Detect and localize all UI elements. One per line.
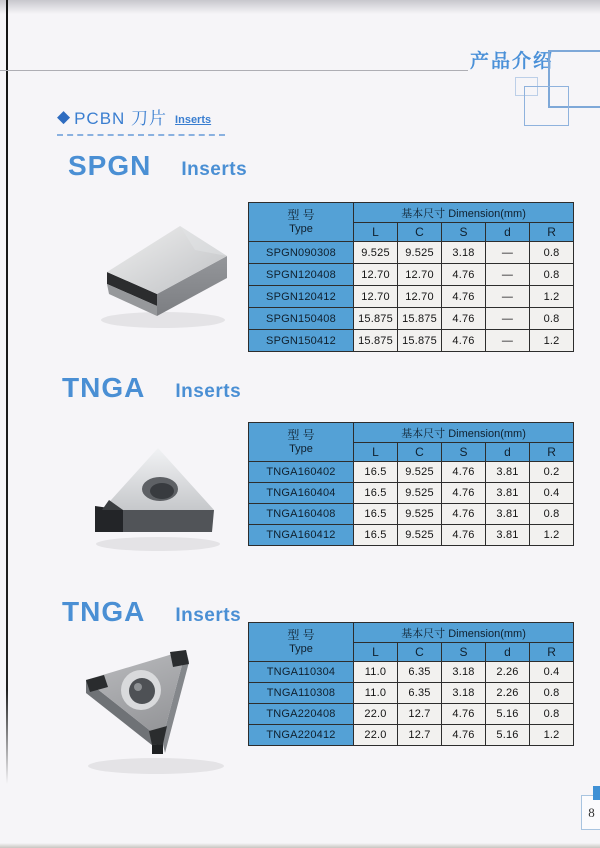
section-heading-tnga-1 [62,372,241,404]
table-cell: 0.8 [530,504,574,525]
table-cell: 5.16 [486,704,530,725]
table-cell: 4.76 [442,462,486,483]
table-cell: 9.525 [398,525,442,546]
table-cell: 0.4 [530,483,574,504]
table-cell: 16.5 [354,504,398,525]
table-cell: 4.76 [442,725,486,746]
col-header-R: R [530,223,574,242]
type-header-zh: 型 号 [287,208,315,223]
type-cell: TNGA220408 [249,704,354,725]
table-header-row [249,423,574,443]
category-heading [57,104,225,136]
table-row [249,504,574,525]
header-rule [0,70,468,71]
section-heading-main: TNGA [62,596,146,627]
category-title-zh: PCBN 刀片 [74,109,168,128]
table-cell: 22.0 [354,704,398,725]
table-cell: — [486,286,530,308]
col-header-S: S [442,223,486,242]
table-cell: 4.76 [442,308,486,330]
type-cell: SPGN120412 [249,286,354,308]
table-cell: 1.2 [530,525,574,546]
table-cell: 4.76 [442,483,486,504]
table-cell: — [486,242,530,264]
section-heading-spgn [68,150,247,182]
tnga-tipped-insert-photo [64,640,250,788]
table-row [249,704,574,725]
col-header-d: d [486,643,530,662]
table-cell: 0.8 [530,264,574,286]
table-cell: 4.76 [442,286,486,308]
table-cell: 16.5 [354,483,398,504]
table-cell: 15.875 [398,330,442,352]
category-title-en: Inserts [175,113,212,126]
table-header-row [249,623,574,643]
table-cell: — [486,330,530,352]
table-cell: 15.875 [398,308,442,330]
table-cell: 11.0 [354,662,398,683]
col-header-C: C [398,223,442,242]
table-cell: 1.2 [530,330,574,352]
decorative-square-medium [524,86,569,126]
type-cell: TNGA160402 [249,462,354,483]
table-cell: 12.7 [398,725,442,746]
table-cell: 15.875 [354,330,398,352]
col-header-L: L [354,443,398,462]
section-heading-main: SPGN [68,150,152,181]
table-cell: 11.0 [354,683,398,704]
col-header-R: R [530,643,574,662]
table-cell: 0.8 [530,308,574,330]
col-header-L: L [354,223,398,242]
table-cell: 16.5 [354,462,398,483]
table-row [249,725,574,746]
table-cell: 0.8 [530,704,574,725]
page-number-box [581,795,600,830]
table-cell: 2.26 [486,662,530,683]
col-header-C: C [398,443,442,462]
type-cell: TNGA110308 [249,683,354,704]
col-header-d: d [486,223,530,242]
type-cell: TNGA160412 [249,525,354,546]
table-cell: 3.18 [442,683,486,704]
spgn-dimension-table [248,202,574,352]
page-number-tab [593,786,600,800]
type-header-cell [249,423,354,462]
type-cell: TNGA160408 [249,504,354,525]
table-cell: 9.525 [354,242,398,264]
page-header-title: 产品介绍 [470,51,555,72]
table-row [249,264,574,286]
table-cell: 12.70 [398,286,442,308]
table-row [249,683,574,704]
table-cell: 2.26 [486,683,530,704]
section-heading-sub: Inserts [175,605,242,626]
section-heading-sub: Inserts [181,159,248,180]
diamond-icon: ◆ [57,107,71,126]
table-cell: 6.35 [398,683,442,704]
type-header-cell [249,623,354,662]
table-cell: 4.76 [442,264,486,286]
section-heading-sub: Inserts [175,381,242,402]
table-cell: 0.8 [530,683,574,704]
table-cell: 15.875 [354,308,398,330]
table-cell: 12.70 [354,286,398,308]
table-cell: 9.525 [398,483,442,504]
table-cell: 3.18 [442,242,486,264]
table-cell: 0.2 [530,462,574,483]
table-row [249,662,574,683]
table-row [249,308,574,330]
dimension-header-cell: 基本尺寸 Dimension(mm) [354,423,574,443]
table-cell: 12.7 [398,704,442,725]
table-cell: 0.4 [530,662,574,683]
scan-binding-line [6,0,8,784]
type-header-en: Type [289,222,313,235]
type-header-zh: 型 号 [287,628,315,643]
table-cell: 1.2 [530,725,574,746]
table-cell: 16.5 [354,525,398,546]
table-row [249,242,574,264]
table-cell: 6.35 [398,662,442,683]
type-cell: TNGA110304 [249,662,354,683]
col-header-L: L [354,643,398,662]
type-cell: SPGN090308 [249,242,354,264]
type-cell: SPGN150408 [249,308,354,330]
table-cell: 3.81 [486,483,530,504]
type-cell: SPGN120408 [249,264,354,286]
page-number: 8 [588,804,595,820]
type-cell: SPGN150412 [249,330,354,352]
col-header-S: S [442,643,486,662]
type-cell: TNGA220412 [249,725,354,746]
table-cell: 3.81 [486,525,530,546]
tnga-dimension-table-1 [248,422,574,546]
section-heading-main: TNGA [62,372,146,403]
spgn-insert-photo [85,220,235,335]
table-cell: 0.8 [530,242,574,264]
col-header-R: R [530,443,574,462]
table-cell: 12.70 [398,264,442,286]
table-cell: 9.525 [398,462,442,483]
table-cell: 22.0 [354,725,398,746]
table-cell: 4.76 [442,525,486,546]
table-cell: 12.70 [354,264,398,286]
table-cell: 4.76 [442,504,486,525]
scan-top-shadow [0,0,600,14]
table-cell: — [486,308,530,330]
table-cell: 9.525 [398,242,442,264]
table-header-row [249,203,574,223]
table-cell: 9.525 [398,504,442,525]
table-cell: 5.16 [486,725,530,746]
table-cell: 4.76 [442,704,486,725]
table-cell: 3.81 [486,462,530,483]
table-row [249,330,574,352]
table-cell: 3.81 [486,504,530,525]
table-cell: 4.76 [442,330,486,352]
type-header-en: Type [289,442,313,455]
table-row [249,525,574,546]
col-header-d: d [486,443,530,462]
col-header-S: S [442,443,486,462]
section-heading-tnga-2 [62,596,241,628]
table-row [249,483,574,504]
table-row [249,462,574,483]
tnga-insert-photo [75,432,241,560]
scan-bottom-shadow [0,843,600,848]
type-header-cell [249,203,354,242]
col-header-C: C [398,643,442,662]
table-cell: 1.2 [530,286,574,308]
table-cell: — [486,264,530,286]
type-header-zh: 型 号 [287,428,315,443]
type-header-en: Type [289,642,313,655]
dimension-header-cell: 基本尺寸 Dimension(mm) [354,203,574,223]
type-cell: TNGA160404 [249,483,354,504]
dimension-header-cell: 基本尺寸 Dimension(mm) [354,623,574,643]
tnga-dimension-table-2 [248,622,574,746]
table-cell: 3.18 [442,662,486,683]
table-row [249,286,574,308]
